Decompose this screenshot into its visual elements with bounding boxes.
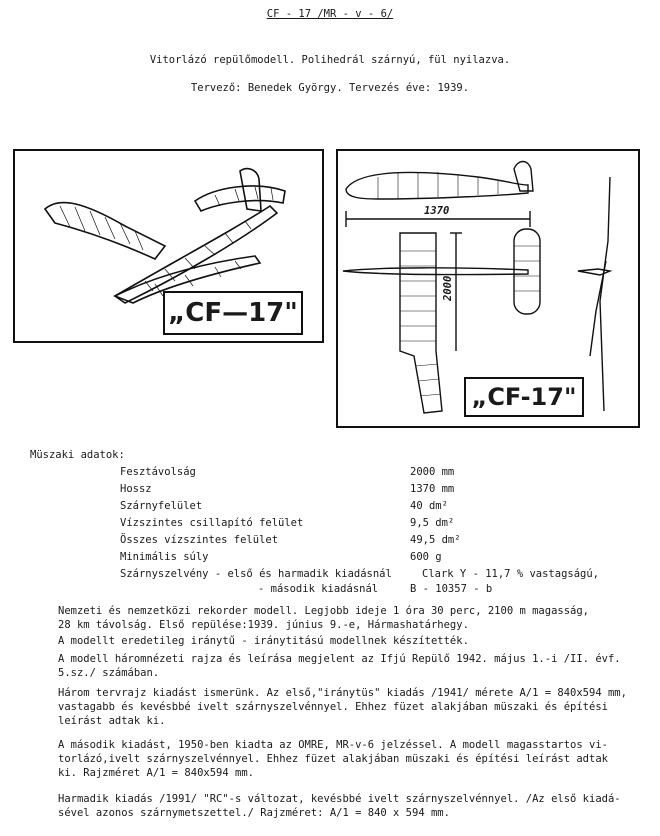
spec-name-span: Fesztávolság — [120, 466, 196, 478]
paragraph-original-build: A modellt eredetileg iránytű - iránytitású modellnek készítették. — [58, 635, 469, 647]
spec-name-length: Hossz — [120, 483, 152, 495]
length-dimension: 1370 — [424, 205, 450, 217]
designer-line: Tervező: Benedek György. Tervezés éve: 1939. — [190, 82, 470, 94]
spec-name-profile-2: - második kiadásnál — [258, 583, 379, 595]
spec-value-total-area: 49,5 dm² — [410, 534, 461, 546]
spec-value-stabilizer-area: 9,5 dm² — [410, 517, 455, 529]
spec-name-profile: Szárnyszelvény - első és harmadik kiadásnál — [120, 568, 392, 580]
span-dimension: 2000 — [442, 275, 454, 301]
spec-name-stabilizer-area: Vízszintes csillapító felület — [120, 517, 304, 529]
spec-name-wing-area: Szárnyfelület — [120, 500, 203, 512]
paragraph-second-edition: A második kiadást, 1950-ben kiadta az OMRE, MR-v-6 jelzéssel. A modell magasstartos vi- torlázó,ivelt szárnyszelvénnyel. Ehhez füzet alakjában müszaki és építési leírást adtak ki. Rajzméret A/1 = 840x594 mm. — [58, 739, 608, 779]
paragraph-third-edition: Harmadik kiadás /1991/ "RC"-s változat, kevésbbé ivelt szárnyszelvénnyel. /Az első kiadá- sével azonos szárnymetszettel./ Rajzméret: A/1 = 840 x 594 mm. — [58, 793, 621, 819]
spec-name-total-area: Összes vízszintes felület — [120, 534, 279, 546]
spec-value-span: 2000 mm — [410, 466, 455, 478]
specs-heading: Müszaki adatok: — [30, 449, 125, 461]
document-code: CF - 17 /MR - v - 6/ — [266, 8, 394, 20]
spec-value-length: 1370 mm — [410, 483, 455, 495]
model-name-label: „CF—17" — [163, 291, 303, 335]
perspective-drawing-panel — [13, 149, 324, 343]
spec-value-wing-area: 40 dm² — [410, 500, 448, 512]
model-name-label-right: „CF-17" — [464, 377, 584, 417]
three-view-drawing-panel — [336, 149, 640, 428]
spec-value-profile-1: Clark Y - 11,7 % vastagságú, — [422, 568, 600, 580]
spec-name-min-weight: Minimális súly — [120, 551, 209, 563]
spec-value-min-weight: 600 g — [410, 551, 442, 563]
paragraph-records: Nemzeti és nemzetközi rekorder modell. Legjobb ideje 1 óra 30 perc, 2100 m magasság, 28 km távolság. Első repülése:1939. június 9.-e, Hármashatárhegy. — [58, 605, 590, 631]
document-subtitle: Vitorlázó repülőmodell. Polihedrál szárnyú, fül nyilazva. — [149, 54, 511, 66]
spec-value-profile-2: B - 10357 - b — [410, 583, 493, 595]
paragraph-first-edition: Három tervrajz kiadást ismerünk. Az első,"iránytüs" kiadás /1941/ mérete A/1 = 840x594 mm, vastagabb és kevésbbé ivelt szárnyszelvénnyel. Ehhez füzet alakjában müszaki és építési leírást adtak ki. — [58, 687, 627, 727]
paragraph-publication: A modell háromnézeti rajza és leírása megjelent az Ifjú Repülő 1942. május 1.-i /II. évf. 5.sz./ számában. — [58, 653, 621, 679]
